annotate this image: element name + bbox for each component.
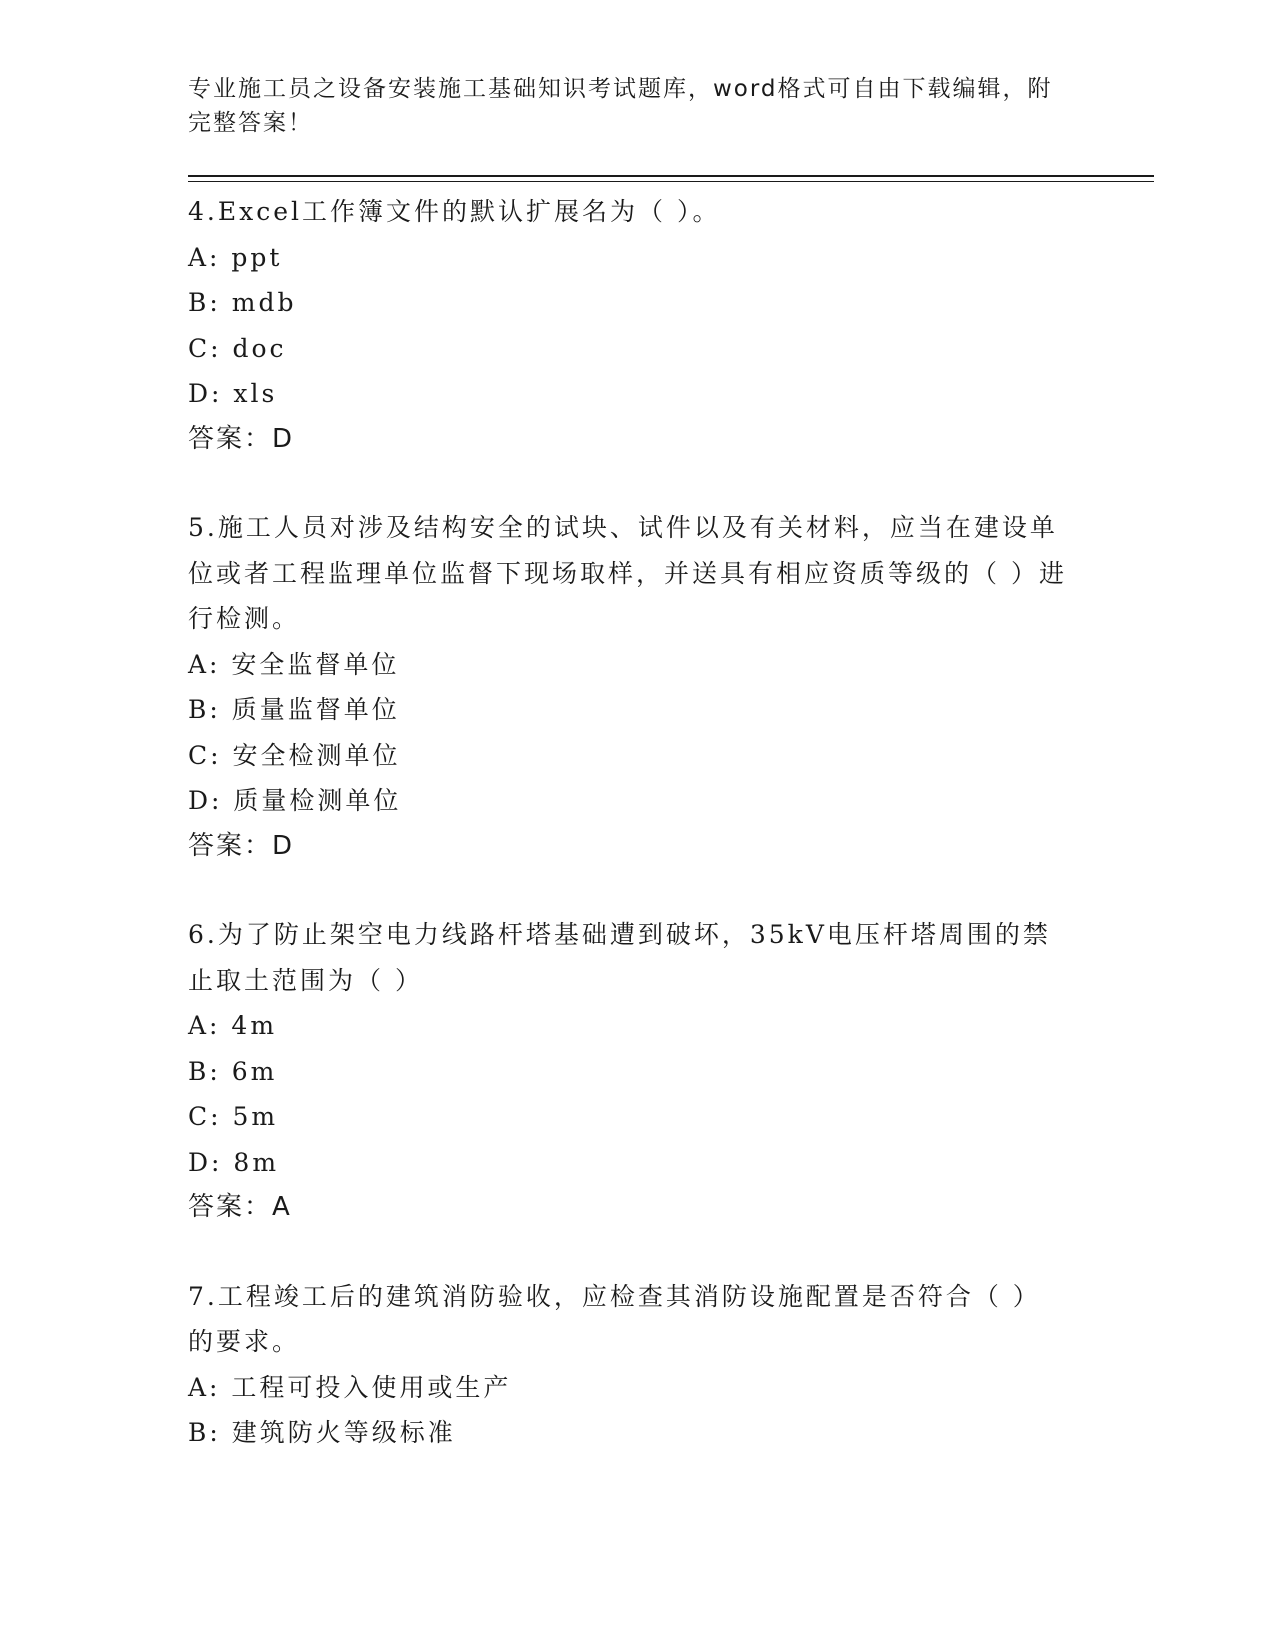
question-4 — [188, 189, 1068, 462]
option-b: B: 6m — [188, 1056, 278, 1086]
question-6 — [188, 912, 1068, 1231]
answer-text: 答案：D — [188, 830, 295, 861]
option-d: D: 8m — [188, 1147, 280, 1177]
option-b: B: 建筑防火等级标准 — [188, 1418, 456, 1447]
option-a: A: ppt — [188, 242, 283, 272]
answer-text: 答案：D — [188, 423, 295, 454]
question-list — [188, 189, 1068, 1499]
option-c: C: 安全检测单位 — [188, 740, 401, 770]
option-d: D: xls — [188, 379, 278, 408]
option-b: B: 质量监督单位 — [188, 695, 400, 724]
option-c: C: doc — [188, 333, 287, 363]
question-stem: 4.Excel工作簿文件的默认扩展名为（ ）。 — [188, 197, 721, 226]
option-c: C: 5m — [188, 1102, 279, 1131]
header-divider-thick — [188, 175, 1154, 177]
document-header: 专业施工员之设备安装施工基础知识考试题库，word格式可自由下载编辑，附完整答案！ — [188, 76, 1053, 136]
option-a: A: 4m — [188, 1011, 278, 1040]
question-5 — [188, 505, 1068, 869]
option-a: A: 工程可投入使用或生产 — [188, 1372, 512, 1402]
option-b: B: mdb — [188, 288, 297, 317]
answer-text: 答案：A — [188, 1192, 292, 1222]
question-stem: 6.为了防止架空电力线路杆塔基础遭到破坏，35kV电压杆塔周围的禁止取土范围为（ ） — [188, 920, 1051, 995]
header-divider-thin — [188, 181, 1154, 182]
option-a: A: 安全监督单位 — [188, 649, 400, 679]
question-stem: 7.工程竣工后的建筑消防验收，应检查其消防设施配置是否符合（ ）的要求。 — [188, 1281, 1041, 1356]
question-7 — [188, 1274, 1068, 1456]
question-stem: 5.施工人员对涉及结构安全的试块、试件以及有关材料，应当在建设单位或者工程监理单位监督下现场取样，并送具有相应资质等级的（ ）进行检测。 — [188, 513, 1067, 633]
option-d: D: 质量检测单位 — [188, 786, 402, 815]
